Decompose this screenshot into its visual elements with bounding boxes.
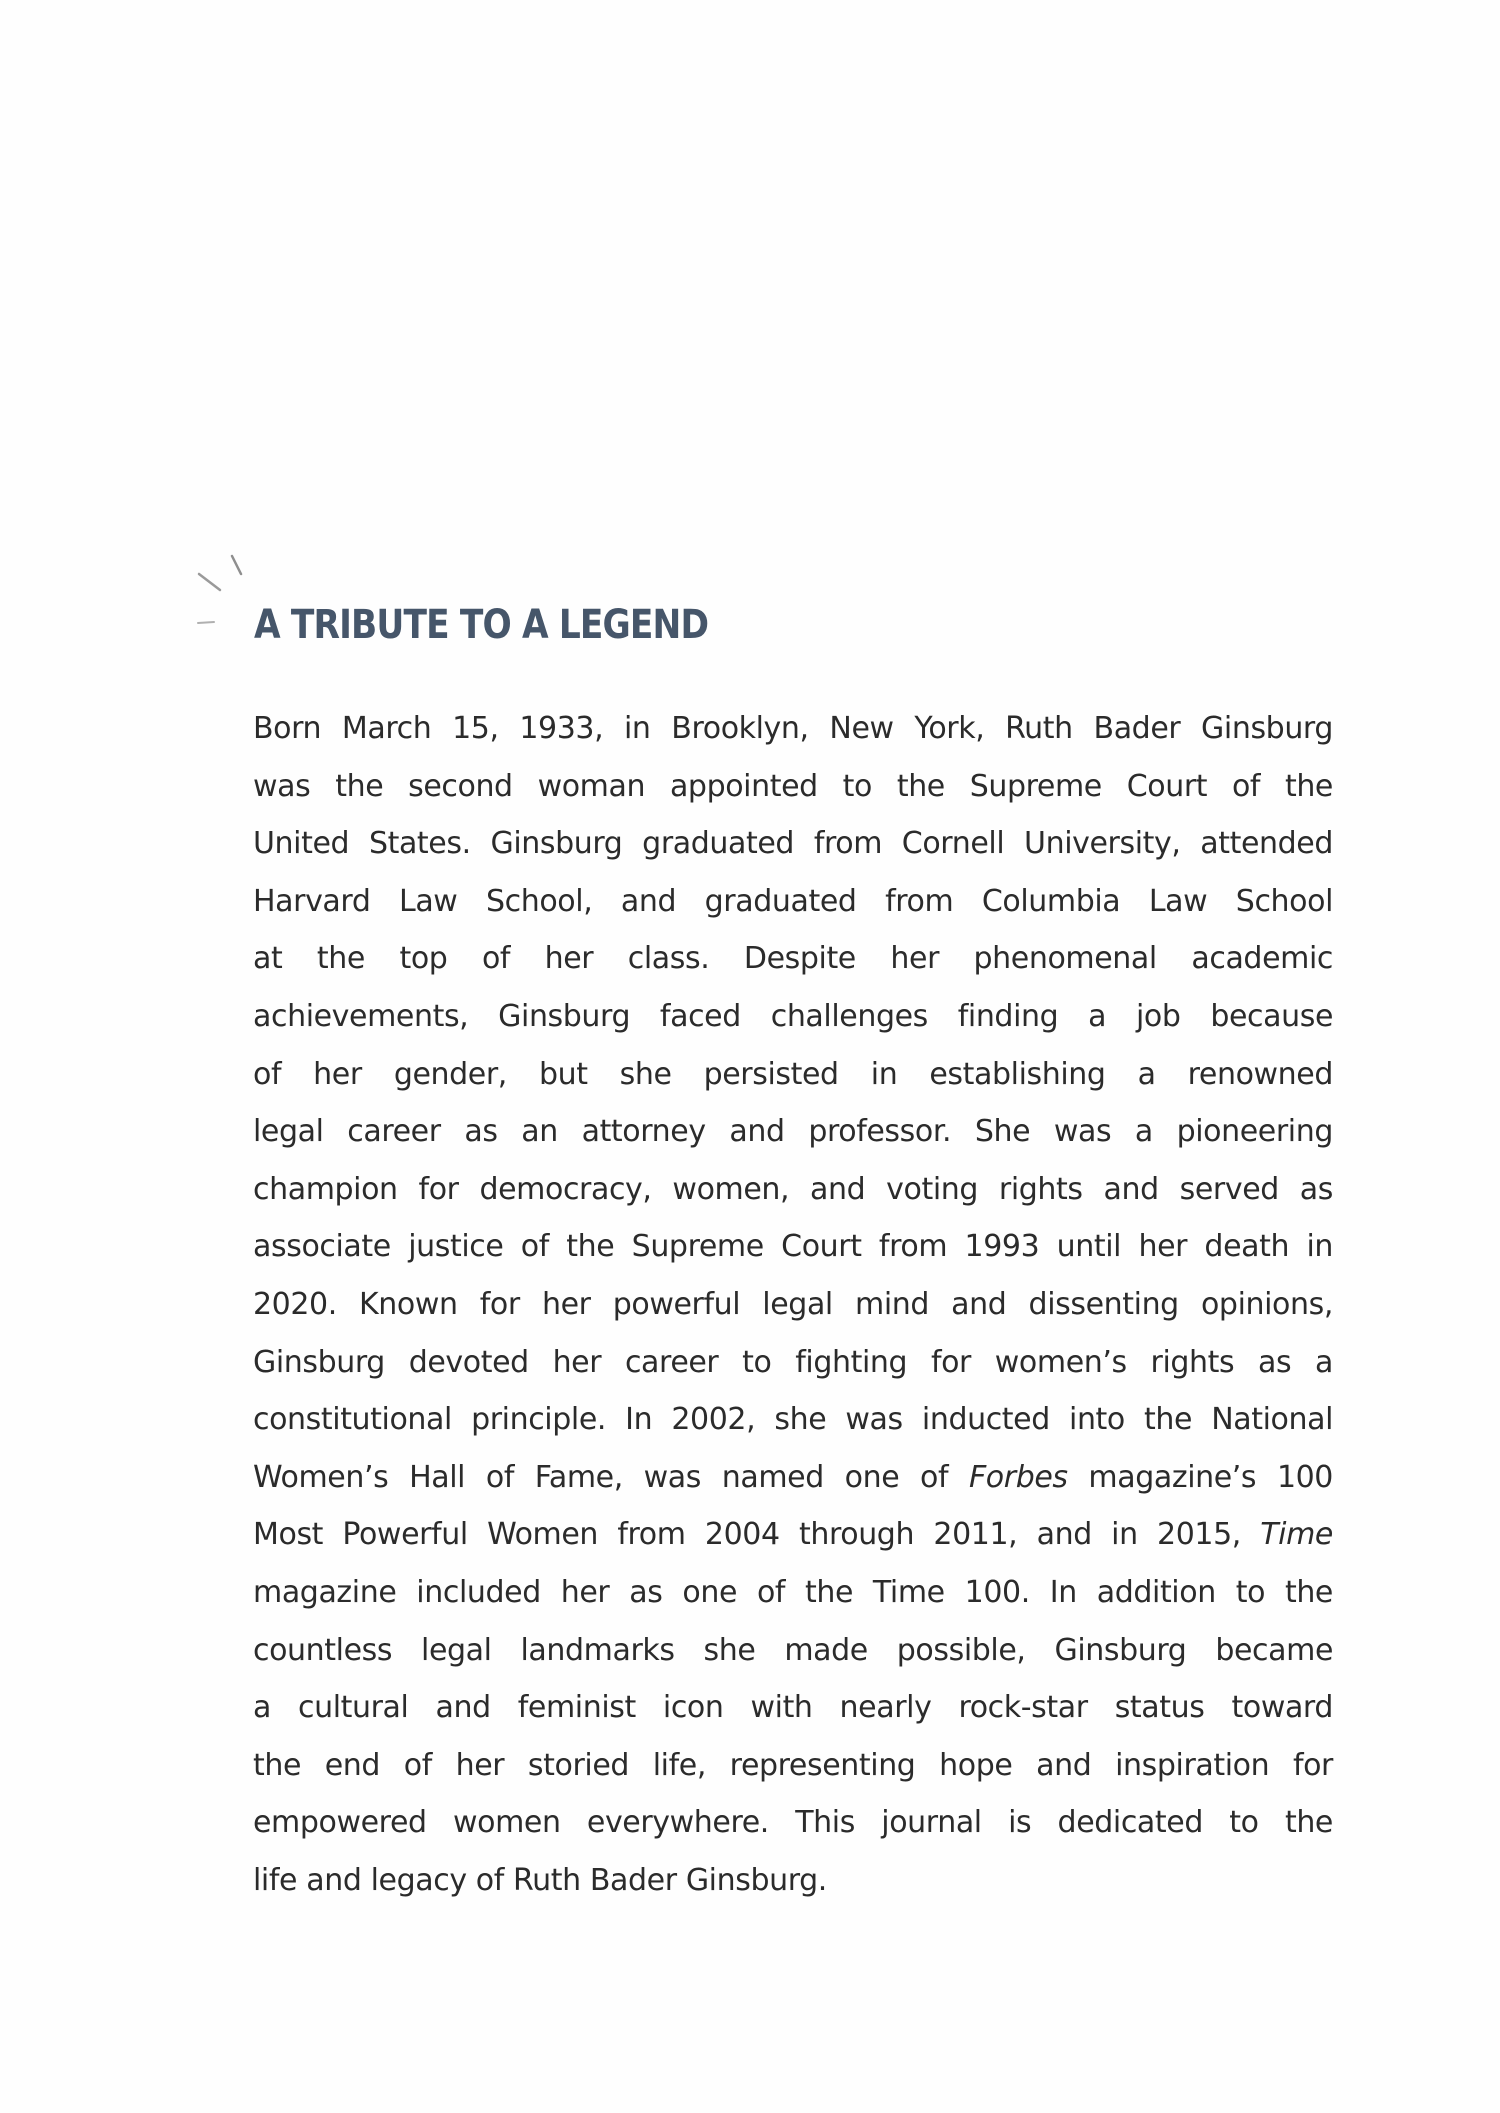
text-segment: Ginsburg devoted her career to fighting for women’s rights as a (253, 1344, 1333, 1380)
text-line (253, 930, 1333, 988)
text-line-content (253, 1506, 1333, 1564)
text-line-content (253, 1334, 1333, 1392)
text-line (253, 1218, 1333, 1276)
text-line (253, 988, 1333, 1046)
text-line-content (253, 1046, 1333, 1104)
text-line (253, 1622, 1333, 1680)
text-segment: constitutional principle. In 2002, she was inducted into the National (253, 1402, 1333, 1438)
text-segment: legal career as an attorney and professor. She was a pioneering (253, 1114, 1333, 1150)
text-segment: associate justice of the Supreme Court from 1993 until her death in (253, 1229, 1333, 1265)
text-line (253, 1449, 1333, 1507)
text-segment: at the top of her class. Despite her phenomenal academic (253, 941, 1333, 977)
text-line-content (253, 1622, 1333, 1680)
text-line (253, 1852, 1333, 1910)
text-segment: magazine included her as one of the Time 100. In addition to the (253, 1574, 1333, 1610)
text-line (253, 1506, 1333, 1564)
text-line (253, 1391, 1333, 1449)
text-segment: United States. Ginsburg graduated from Cornell University, attended (253, 826, 1333, 862)
text-segment: a cultural and feminist icon with nearly rock-star status toward (253, 1690, 1333, 1726)
text-line (253, 1276, 1333, 1334)
text-line-content (253, 873, 1333, 931)
text-line (253, 1103, 1333, 1161)
tribute-paragraph (253, 700, 1333, 1909)
text-line-content (253, 1794, 1333, 1852)
text-segment: was the second woman appointed to the Supreme Court of the (253, 768, 1333, 804)
text-line-content (253, 758, 1333, 816)
text-line-content (253, 1449, 1333, 1507)
text-line (253, 758, 1333, 816)
text-line (253, 815, 1333, 873)
text-line-content (253, 1852, 1333, 1910)
text-line (253, 1679, 1333, 1737)
text-line-content (253, 1564, 1333, 1622)
text-line-content (253, 700, 1333, 758)
text-segment: champion for democracy, women, and voting rights and served as (253, 1171, 1333, 1207)
text-segment: magazine’s 100 (1067, 1459, 1333, 1495)
text-line (253, 873, 1333, 931)
text-line-content (253, 1391, 1333, 1449)
text-segment: 2020. Known for her powerful legal mind and dissenting opinions, (253, 1286, 1333, 1322)
text-line (253, 1334, 1333, 1392)
text-line-content (253, 988, 1333, 1046)
text-line-content (253, 1737, 1333, 1795)
text-segment: the end of her storied life, representing hope and inspiration for (253, 1747, 1333, 1783)
text-segment: Women’s Hall of Fame, was named one of (253, 1459, 969, 1495)
text-line-content (253, 1679, 1333, 1737)
text-line-content (253, 1276, 1333, 1334)
text-line-content (253, 1103, 1333, 1161)
text-line (253, 1046, 1333, 1104)
text-segment: Born March 15, 1933, in Brooklyn, New York, Ruth Bader Ginsburg (253, 711, 1333, 746)
text-segment: life and legacy of Ruth Bader Ginsburg. (253, 1862, 827, 1898)
text-segment: achievements, Ginsburg faced challenges finding a job because (253, 998, 1333, 1034)
text-line (253, 1564, 1333, 1622)
text-segment: Most Powerful Women from 2004 through 2011, and in 2015, (253, 1517, 1261, 1553)
text-line-content (253, 1218, 1333, 1276)
text-line (253, 1737, 1333, 1795)
text-line (253, 700, 1333, 758)
text-line-content (253, 1161, 1333, 1219)
text-line-content (253, 815, 1333, 873)
text-line (253, 1794, 1333, 1852)
page-title: A TRIBUTE TO A LEGEND (254, 602, 709, 648)
text-segment: empowered women everywhere. This journal is dedicated to the (253, 1805, 1333, 1841)
text-line (253, 1161, 1333, 1219)
text-segment: of her gender, but she persisted in establishing a renowned (253, 1056, 1333, 1092)
text-line-content (253, 930, 1333, 988)
text-segment: Harvard Law School, and graduated from Columbia Law School (253, 883, 1333, 919)
italic-title: Forbes (968, 1459, 1068, 1495)
italic-title: Time (1260, 1517, 1333, 1553)
text-segment: countless legal landmarks she made possible, Ginsburg became (253, 1632, 1333, 1668)
